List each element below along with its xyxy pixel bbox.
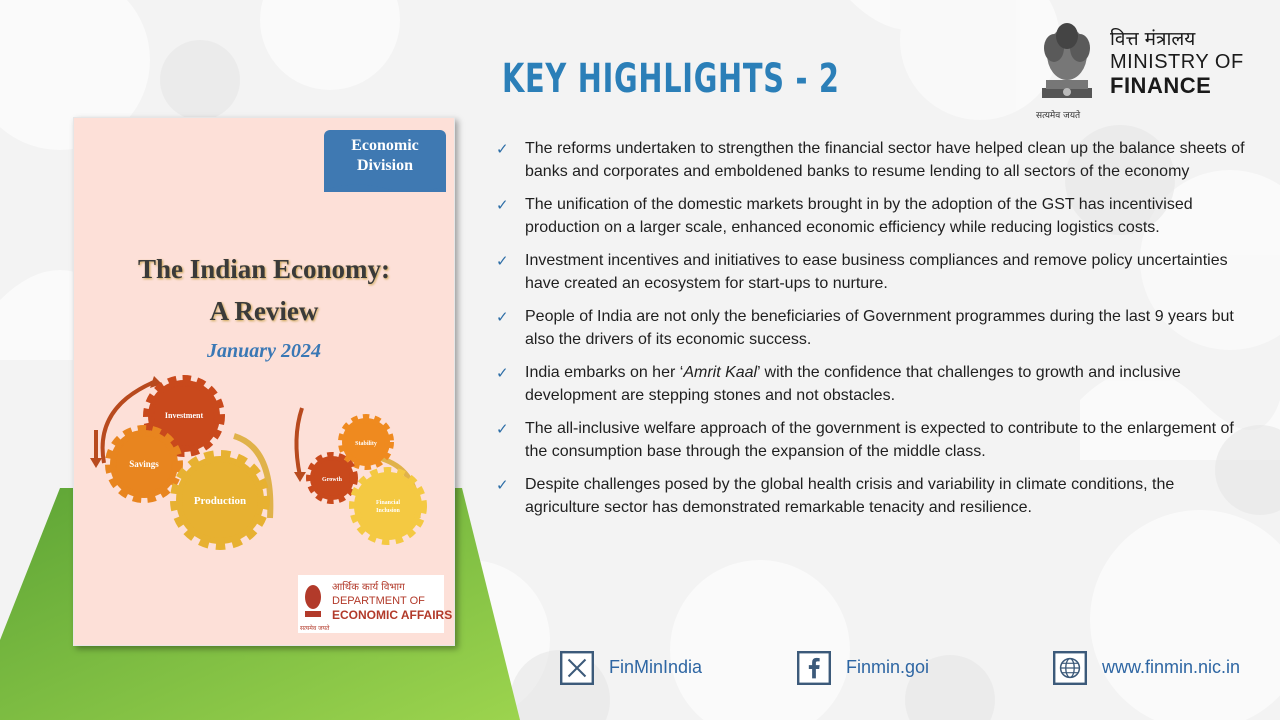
national-emblem-icon	[1034, 14, 1100, 120]
gear-growth	[310, 456, 354, 500]
gear-investment-label: Investment	[164, 411, 204, 420]
checkmark-icon: ✓	[496, 364, 509, 382]
list-item-text: Investment incentives and initiatives to ease business compliances and remove policy uncertainties have created an ecosystem for start-ups to nurture.	[525, 252, 1228, 292]
gear-stability	[342, 418, 390, 466]
ministry-name	[1110, 28, 1244, 98]
checkmark-icon: ✓	[496, 476, 509, 494]
gear-financial-inclusion	[354, 472, 422, 540]
dea-caption: सत्यमेव जयते	[300, 625, 330, 632]
gear-production-label: Production	[193, 495, 247, 507]
gear-production	[176, 456, 264, 544]
gear-financial-label-2: Inclusion	[376, 508, 400, 514]
gear-savings	[110, 430, 178, 498]
cover-date: January 2024	[207, 340, 321, 362]
list-item	[496, 194, 1247, 239]
checkmark-icon: ✓	[496, 252, 509, 270]
highlights-list	[496, 138, 1256, 530]
x-twitter-icon[interactable]	[560, 651, 594, 685]
ministry-logo	[1034, 14, 1254, 124]
division-badge	[324, 130, 446, 192]
gear-financial-label-1: Financial	[375, 500, 401, 506]
list-item-text: The reforms undertaken to strengthen the financial sector have helped clean up the balance sheets of banks and corporates and emboldened banks to resume lending to all sectors of the economy	[525, 140, 1245, 180]
gear-stability-label: Stability	[355, 441, 377, 447]
globe-icon[interactable]	[1053, 651, 1087, 685]
facebook-handle[interactable]: Finmin.goi	[846, 657, 930, 677]
website-link[interactable]	[1053, 651, 1263, 687]
ministry-line1: MINISTRY OF	[1110, 51, 1244, 73]
list-item	[496, 362, 1247, 407]
badge-wave	[324, 180, 446, 196]
checkmark-icon: ✓	[496, 420, 509, 438]
national-emblem-icon	[302, 579, 324, 625]
facebook-icon[interactable]	[797, 651, 831, 685]
checkmark-icon: ✓	[496, 140, 509, 158]
gear-savings-label: Savings	[129, 459, 159, 469]
emblem-caption: सत्यमेव जयते	[1036, 111, 1081, 121]
list-item-text: Despite challenges posed by the global health crisis and variability in climate conditions, the agriculture sector has demonstrated remarkable tenacity and resilience.	[525, 476, 1175, 516]
list-item-text: India embarks on her ‘	[525, 364, 684, 381]
list-item-text: ’ with the confidence that challenges to growth and inclusive development are stepping stones and not obstacles.	[525, 364, 1181, 404]
website-url[interactable]: www.finmin.nic.in	[1102, 657, 1241, 677]
gears-illustration	[74, 368, 454, 558]
twitter-handle[interactable]: FinMinIndia	[609, 657, 703, 677]
ministry-hindi: वित्त मंत्रालय	[1110, 28, 1196, 50]
division-badge-text: Economic Division	[351, 137, 419, 174]
facebook-link[interactable]	[797, 651, 977, 687]
amrit-kaal-emphasis: Amrit Kaal	[683, 364, 758, 381]
dea-line1: DEPARTMENT OF	[332, 595, 425, 607]
dea-logo	[298, 575, 453, 633]
list-item	[496, 418, 1247, 463]
checkmark-icon: ✓	[496, 196, 509, 214]
ministry-line2: FINANCE	[1110, 73, 1212, 98]
checkmark-icon: ✓	[496, 308, 509, 326]
list-item-text: The unification of the domestic markets brought in by the adoption of the GST has incentivised production on a larger scale, enhanced economic efficiency while reducing logistics costs.	[525, 196, 1193, 236]
twitter-link[interactable]	[560, 651, 760, 687]
cover-title: The Indian Economy: A Review	[137, 254, 391, 326]
list-item-text: People of India are not only the beneficiaries of Government programmes during the last 9 years but also the drivers of its economic success.	[525, 308, 1234, 348]
report-cover	[73, 117, 455, 646]
page-title: KEY HIGHLIGHTS - 2	[502, 56, 840, 102]
list-item-text: The all-inclusive welfare approach of the government is expected to contribute to the enlargement of the consumption base through the expansion of the middle class.	[525, 420, 1234, 460]
list-item	[496, 250, 1247, 295]
list-item	[496, 474, 1247, 519]
list-item	[496, 306, 1247, 351]
list-item	[496, 138, 1247, 183]
gear-growth-label: Growth	[322, 477, 342, 483]
dea-line2: ECONOMIC AFFAIRS	[332, 608, 453, 622]
dea-hindi: आर्थिक कार्य विभाग	[332, 582, 405, 593]
